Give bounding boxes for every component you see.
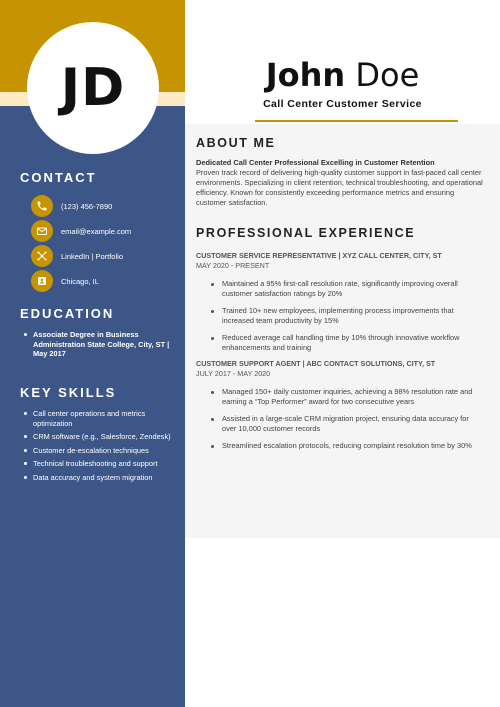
- about-heading: ABOUT ME: [196, 136, 276, 150]
- contact-phone-text: (123) 456-7890: [61, 201, 113, 211]
- skill-item: Call center operations and metrics optimization: [22, 409, 172, 428]
- first-name: John: [265, 56, 346, 94]
- job-bullet: Reduced average call handling time by 10% through innovative workflow enhancements and training: [210, 333, 480, 353]
- contact-heading: CONTACT: [20, 170, 97, 185]
- job-dates-1: MAY 2020 - PRESENT: [196, 261, 270, 270]
- monogram-initials: JD: [60, 58, 126, 118]
- job-bullet: Trained 10+ new employees, implementing process improvements that increased team productivity by 15%: [210, 306, 480, 326]
- location-icon: [31, 270, 53, 292]
- monogram-avatar: [27, 22, 159, 154]
- contact-location: [31, 270, 99, 292]
- job-title-1: CUSTOMER SERVICE REPRESENTATIVE | XYZ CALL CENTER, CITY, ST: [196, 251, 442, 260]
- contact-email-text: email@example.com: [61, 226, 132, 236]
- about-lead: Dedicated Call Center Professional Excelling in Customer Retention: [196, 158, 435, 167]
- job-title: Call Center Customer Service: [263, 98, 422, 110]
- job-bullet: Managed 150+ daily customer inquiries, achieving a 98% resolution rate and earning a “Top Performer” award for two consecutive years: [210, 387, 480, 407]
- email-icon: [31, 220, 53, 242]
- job-bullets-1: [210, 279, 480, 360]
- skills-heading: KEY SKILLS: [20, 385, 117, 400]
- skills-list: [22, 409, 172, 486]
- job-bullet: Streamlined escalation protocols, reducing complaint resolution time by 30%: [210, 441, 480, 451]
- skill-item: Technical troubleshooting and support: [22, 459, 172, 469]
- phone-icon: [31, 195, 53, 217]
- education-item: Associate Degree in Business Administration State College, City, ST | May 2017: [22, 330, 172, 359]
- contact-email[interactable]: [31, 220, 131, 242]
- about-body: Proven track record of delivering high-quality customer support in fast-paced call center environments. Specializing in client retention, technical troubleshooting, and operational efficiency. Known for consistently exceeding performance metrics and ensuring customer satisfaction.: [196, 168, 483, 207]
- job-dates-2: JULY 2017 - MAY 2020: [196, 369, 271, 378]
- skill-item: CRM software (e.g., Salesforce, Zendesk): [22, 432, 172, 442]
- job-title-2: CUSTOMER SUPPORT AGENT | ABC CONTACT SOLUTIONS, CITY, ST: [196, 359, 436, 368]
- network-icon: [31, 245, 53, 267]
- contact-location-text: Chicago, IL: [61, 276, 99, 286]
- job-bullet: Maintained a 95% first-call resolution rate, significantly improving overall customer satisfaction ratings by 20%: [210, 279, 480, 299]
- job-bullets-2: [210, 387, 480, 458]
- contact-links[interactable]: [31, 245, 123, 267]
- skill-item: Data accuracy and system migration: [22, 473, 172, 483]
- last-name: Doe: [355, 56, 420, 94]
- skill-item: Customer de-escalation techniques: [22, 446, 172, 456]
- title-divider: [255, 120, 458, 122]
- full-name: [185, 56, 500, 94]
- contact-phone[interactable]: [31, 195, 112, 217]
- job-bullet: Assisted in a large-scale CRM migration project, ensuring data accuracy for over 10,000 customer records: [210, 414, 480, 434]
- education-heading: EDUCATION: [20, 306, 115, 321]
- contact-links-text: LinkedIn | Portfolio: [61, 251, 123, 261]
- education-list: [22, 330, 172, 363]
- experience-heading: PROFESSIONAL EXPERIENCE: [196, 226, 416, 240]
